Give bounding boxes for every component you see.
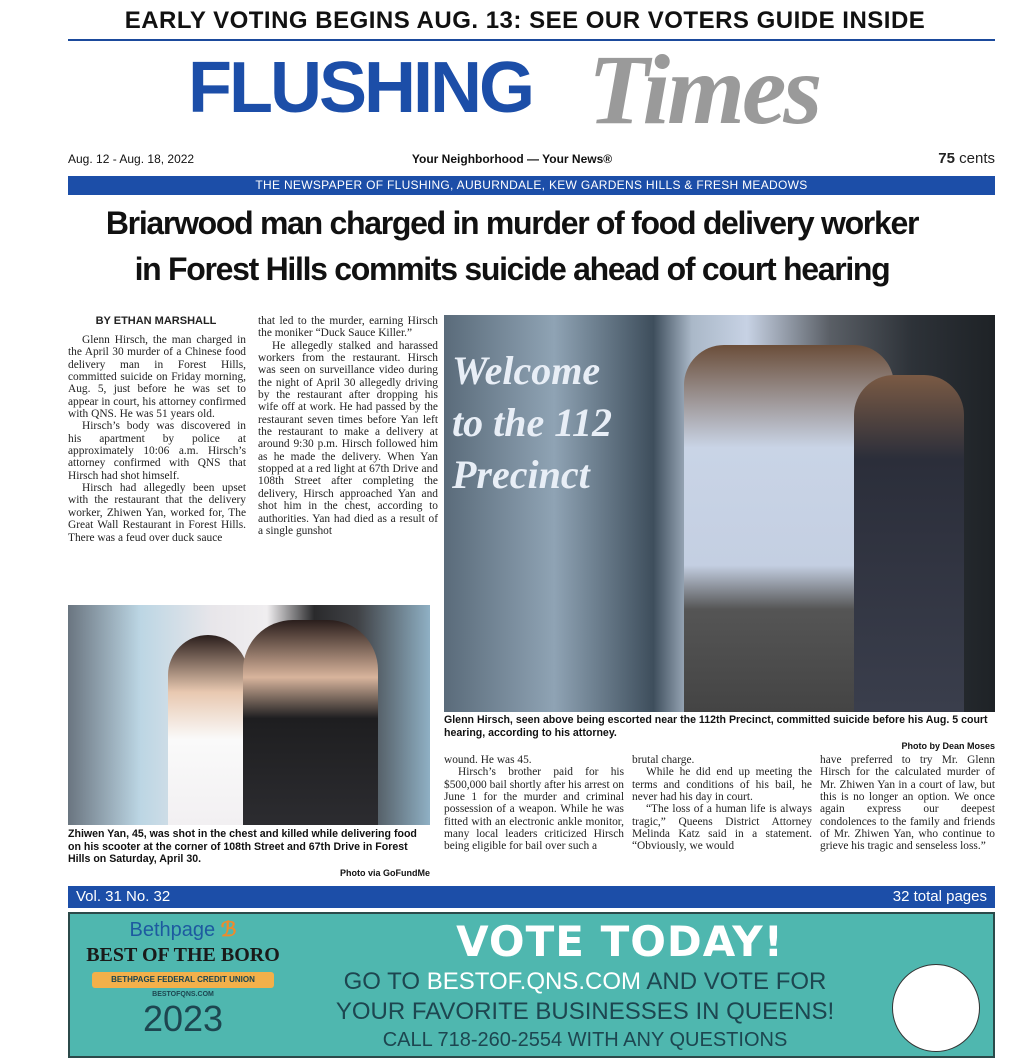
- article-column-4: [632, 754, 812, 853]
- price: [938, 150, 995, 168]
- best-of-boro-ad[interactable]: [68, 912, 995, 1058]
- bethpage-b-icon: ℬ: [220, 919, 237, 941]
- logo-url: BESTOFQNS.COM: [152, 991, 214, 998]
- person-figure: [854, 375, 964, 712]
- price-unit: cents: [959, 150, 995, 167]
- headline-line-1: Briarwood man charged in murder of food delivery worker: [105, 205, 919, 241]
- article-column-1: [68, 334, 246, 544]
- article-column-2: [258, 315, 438, 537]
- qr-code-icon[interactable]: [892, 964, 980, 1052]
- top-banner: EARLY VOTING BEGINS AUG. 13: SEE OUR VOTERS GUIDE INSIDE: [124, 7, 926, 34]
- ad-line-1: GO TO BESTOF.QNS.COM AND VOTE FOR: [343, 968, 827, 995]
- headline: [40, 200, 984, 292]
- paragraph: While he did end up meeting the terms and conditions of his bail, he never had his day in court.: [632, 766, 812, 804]
- article-column-3: [444, 754, 624, 853]
- paragraph: He allegedly stalked and harassed workers from the restaurant. Hirsch was seen on surveillance video during the night of April 30 allegedly driving by the restaurant after dropping his wife off at work. He had passed by the restaurant seven times before Yan left the restaurant to make a delivery at around 9:30 p.m. Hirsch followed him as he made the delivery. When Yan stopped at a red light at 67th Drive and 108th Street after completing the delivery, Hirsch approached Yan and shot him in the chest, according to authorities. Yan had died as a result of a single gunshot: [258, 339, 438, 537]
- volume-number: Vol. 31 No. 32: [76, 888, 171, 905]
- paragraph: wound. He was 45.: [444, 754, 532, 766]
- precinct-sign-text: Welcome to the 112 Precinct: [452, 348, 613, 497]
- paragraph: Hirsch had allegedly been upset with the restaurant that the delivery worker, Zhiwen Yan, worked for, The Great Wall Restaurant in Forest Hills. There was a feud over duck sauce: [68, 482, 246, 544]
- main-photo-credit: Photo by Dean Moses: [901, 741, 995, 751]
- person-figure: [243, 620, 378, 825]
- victim-photo: [68, 605, 430, 825]
- ad-line-2: YOUR FAVORITE BUSINESSES IN QUEENS!: [335, 998, 835, 1025]
- logo-year: 2023: [142, 998, 224, 1039]
- main-photo: [444, 315, 995, 712]
- byline: BY ETHAN MARSHALL: [95, 315, 217, 327]
- logo-brand: Bethpage ℬ: [129, 919, 237, 941]
- ad-line-3: CALL 718-260-2554 WITH ANY QUESTIONS: [382, 1029, 788, 1051]
- page-count: 32 total pages: [892, 888, 987, 905]
- person-figure: [168, 635, 248, 825]
- best-of-boro-logo: [78, 918, 288, 1056]
- article-column-5: [820, 754, 995, 853]
- paragraph: Hirsch’s brother paid for his $500,000 bail shortly after his arrest on June 1 for the murder and criminal possession of a weapon. While he was fitted with an electronic ankle monitor, many local leaders criticized Hirsch being eligible for bail over such a: [444, 766, 624, 853]
- main-photo-caption: Glenn Hirsch, seen above being escorted near the 112th Precinct, committed suicide before his Aug. 5 court hearing, according to his attorney.: [444, 714, 988, 739]
- logo-ribbon: BETHPAGE FEDERAL CREDIT UNION: [92, 972, 274, 988]
- issue-dates: Aug. 12 - Aug. 18, 2022: [68, 152, 195, 166]
- volume-bar: [68, 886, 995, 908]
- masthead-flushing: FLUSHING: [188, 48, 532, 128]
- tagline: Your Neighborhood — Your News®: [411, 152, 613, 166]
- paragraph: Glenn Hirsch, the man charged in the April 30 murder of a Chinese food delivery man in Forest Hills, committed suicide on Friday morning, Aug. 5, just before he was set to appear in court, his attorney confirmed with QNS. He was 51 years old.: [68, 334, 246, 421]
- paragraph: that led to the murder, earning Hirsch the moniker “Duck Sauce Killer.”: [258, 315, 438, 340]
- masthead-times: Times: [588, 34, 820, 145]
- victim-photo-credit: Photo via GoFundMe: [340, 868, 430, 878]
- paragraph: brutal charge.: [632, 754, 695, 766]
- divider: [68, 39, 995, 41]
- paragraph: “The loss of a human life is always tragic,” Queens District Attorney Melinda Katz said in a statement. “Obviously, we would: [632, 803, 812, 853]
- paragraph: have preferred to try Mr. Glenn Hirsch for the calculated murder of Mr. Zhiwen Yan in a court of law, but this is no longer an option. We once again express our deepest condolences to the family and friends of Mr. Zhiwen Yan, who continue to grieve his tragic and senseless loss.”: [820, 754, 995, 853]
- subtitle-bar: THE NEWSPAPER OF FLUSHING, AUBURNDALE, KEW GARDENS HILLS & FRESH MEADOWS: [68, 176, 995, 195]
- ad-title: VOTE TODAY!: [456, 917, 784, 966]
- price-number: 75: [938, 150, 955, 167]
- victim-photo-caption: Zhiwen Yan, 45, was shot in the chest and killed while delivering food on his scooter at the corner of 108th Street and 67th Drive in Forest Hills on Saturday, April 30.: [68, 828, 417, 865]
- paragraph: Hirsch’s body was discovered in his apartment by police at approximately 10:06 a.m. Hirsch’s attorney confirmed with QNS that Hirsch had shot himself.: [68, 420, 246, 482]
- ad-link[interactable]: BESTOF.QNS.COM: [426, 968, 642, 995]
- logo-title: BEST OF THE BORO: [86, 944, 280, 966]
- headline-line-2: in Forest Hills commits suicide ahead of court hearing: [134, 251, 890, 287]
